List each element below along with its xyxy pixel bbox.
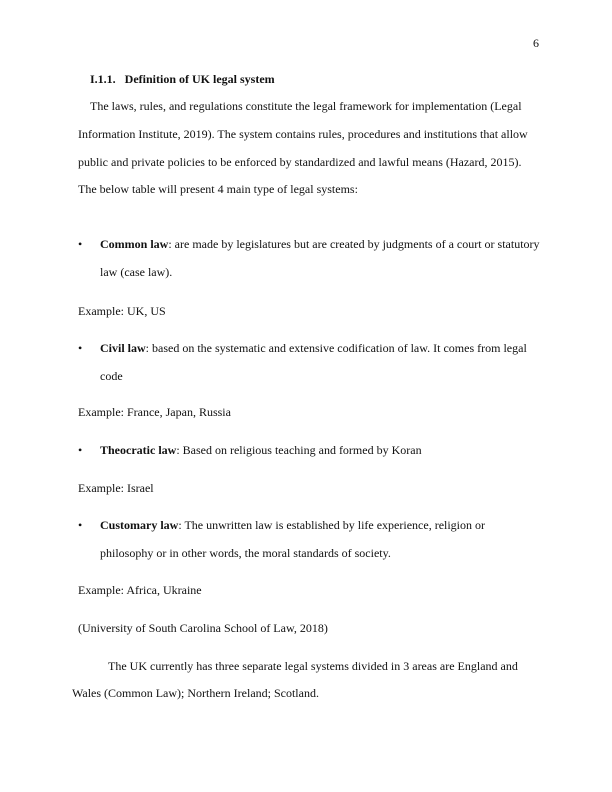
term-civil-law: Civil law — [100, 341, 146, 355]
list-item-civil-law — [100, 341, 527, 356]
example-common-law: Example: UK, US — [78, 304, 166, 318]
term-theocratic-law: Theocratic law — [100, 443, 177, 457]
term-common-law: Common law — [100, 237, 169, 251]
example-customary-law: Example: Africa, Ukraine — [78, 583, 202, 597]
definition-continuation: philosophy or in other words, the moral standards of society. — [100, 546, 391, 560]
bullet-icon: • — [78, 518, 83, 532]
intro-line: Information Institute, 2019). The system contains rules, procedures and institutions that allow — [78, 127, 528, 141]
term-customary-law: Customary law — [100, 518, 179, 532]
definition-text: : The unwritten law is established by life experience, religion or — [178, 518, 486, 532]
list-item-theocratic-law — [100, 443, 422, 458]
section-number: I.1.1. — [90, 72, 116, 86]
section-heading — [90, 72, 275, 87]
closing-line: Wales (Common Law); Northern Ireland; Scotland. — [72, 686, 319, 700]
definition-text: : based on the systematic and extensive codification of law. It comes from legal — [145, 341, 527, 355]
bullet-icon: • — [78, 237, 83, 251]
bullet-icon: • — [78, 443, 83, 457]
closing-line: The UK currently has three separate legal systems divided in 3 areas are England and — [108, 659, 518, 673]
definition-text: : are made by legislatures but are created by judgments of a court or statutory — [168, 237, 540, 251]
list-item-common-law — [100, 237, 540, 252]
example-civil-law: Example: France, Japan, Russia — [78, 405, 231, 419]
intro-line: The below table will present 4 main type of legal systems: — [78, 182, 358, 196]
definition-continuation: code — [100, 369, 123, 383]
list-item-customary-law — [100, 518, 485, 533]
citation: (University of South Carolina School of Law, 2018) — [78, 621, 328, 635]
example-theocratic-law: Example: Israel — [78, 481, 154, 495]
definition-text: : Based on religious teaching and formed by Koran — [176, 443, 422, 457]
intro-line: public and private policies to be enforced by standardized and lawful means (Hazard, 2015). — [78, 155, 522, 169]
bullet-icon: • — [78, 341, 83, 355]
definition-continuation: law (case law). — [100, 265, 173, 279]
section-title: Definition of UK legal system — [124, 72, 275, 86]
intro-line: The laws, rules, and regulations constitute the legal framework for implementation (Legal — [90, 99, 522, 113]
page-number: 6 — [533, 36, 539, 50]
